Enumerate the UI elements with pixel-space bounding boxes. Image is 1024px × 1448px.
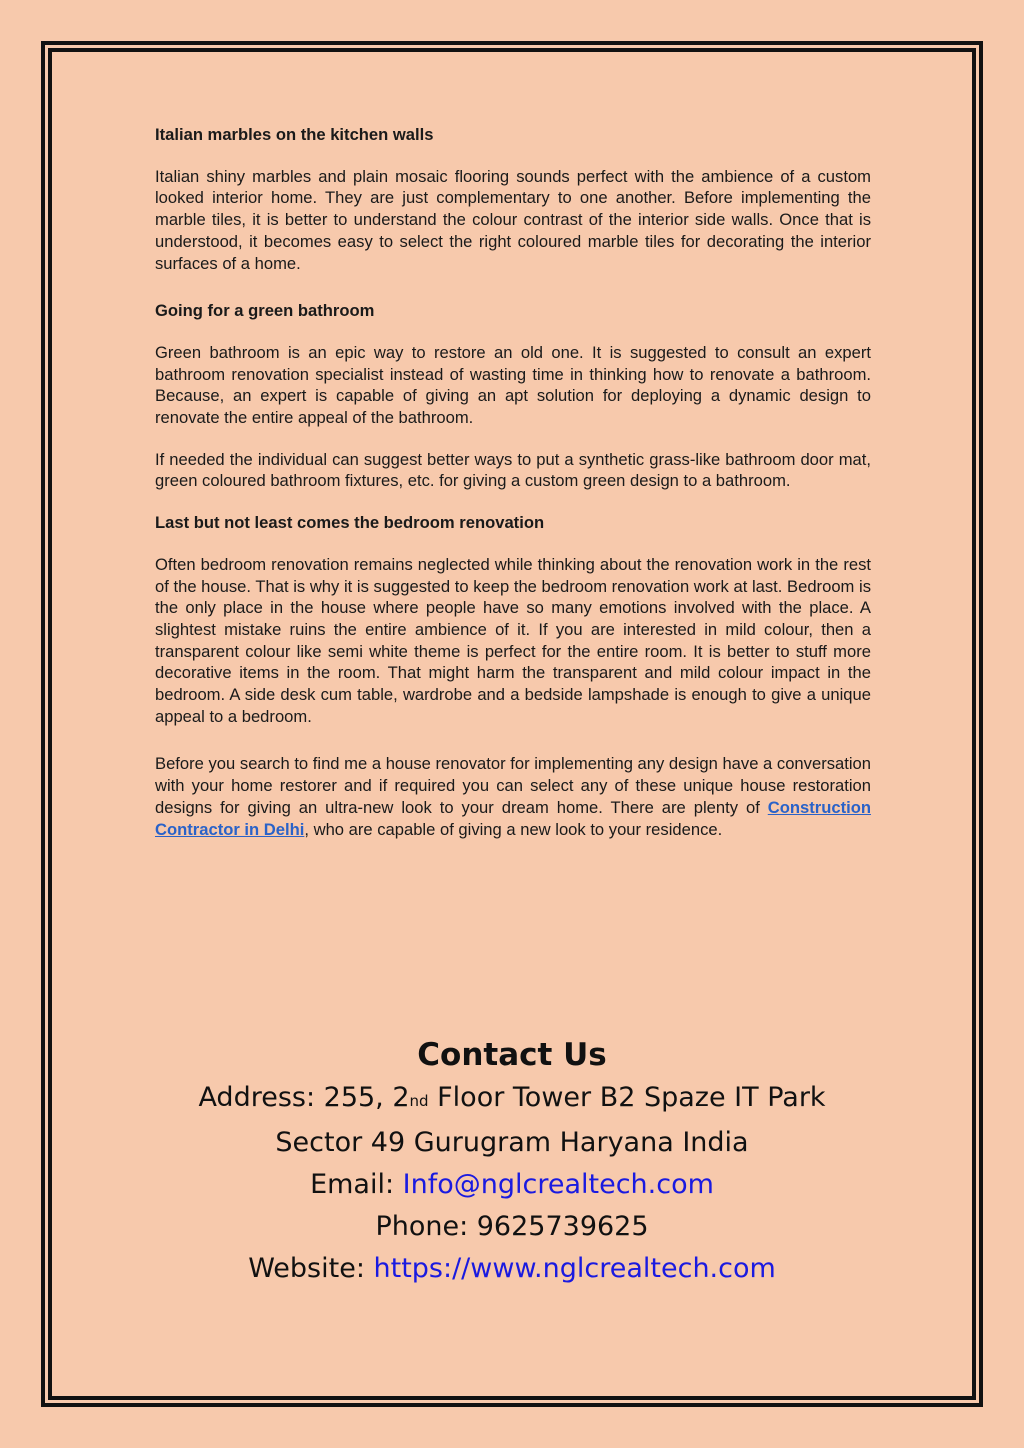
- contact-title: Contact Us: [417, 1037, 607, 1073]
- closing-paragraph: [155, 753, 871, 840]
- closing-text-before-link: Before you search to find me a house renovator for implementing any design have a conversation with your home restorer and if required you can select any of these unique house restoration designs for giving an ultra-new look to your dream home. There are plenty of: [155, 754, 871, 817]
- section-heading-bedroom: Last but not least comes the bedroom renovation: [155, 513, 545, 533]
- construction-contractor-link[interactable]: Construction Contractor in Delhi: [155, 797, 871, 839]
- address-suffix: Floor Tower B2 Spaze IT Park: [428, 1082, 826, 1113]
- contact-phone-line: Phone: 9625739625: [375, 1211, 649, 1242]
- section-paragraph-kitchen: Italian shiny marbles and plain mosaic flooring sounds perfect with the ambience of a custom looked interior home. They are just complementary to one another. Before implementing the marble tiles, it is better to understand the colour contrast of the interior side walls. Once that is understood, it becomes easy to select the right coloured marble tiles for decorating the interior surfaces of a home.: [155, 166, 871, 273]
- section-paragraph-bathroom-2: If needed the individual can suggest better ways to put a synthetic grass-like bathroom door mat, green coloured bathroom fixtures, etc. for giving a custom green design to a bathroom.: [155, 449, 871, 491]
- website-label: Website:: [248, 1253, 374, 1284]
- contact-website-line: [0, 1248, 1024, 1290]
- contact-address-line-1: [0, 1077, 1024, 1122]
- closing-text-after-link: , who are capable of giving a new look to your residence.: [304, 819, 723, 839]
- email-link[interactable]: Info@nglcrealtech.com: [402, 1169, 714, 1200]
- email-label: Email:: [310, 1169, 403, 1200]
- contact-block: [0, 1033, 1024, 1290]
- contact-email-line: [0, 1164, 1024, 1206]
- section-paragraph-bedroom: Often bedroom renovation remains neglected while thinking about the renovation work in the rest of the house. That is why it is suggested to keep the bedroom renovation work at last. Bedroom is the only place in the house where people have so many emotions involved with the place. A slightest mistake ruins the entire ambience of it. If you are interested in mild colour, then a transparent colour like semi white theme is perfect for the entire room. It is better to stuff more decorative items in the room. That might harm the transparent and mild colour impact in the bedroom. A side desk cum table, wardrobe and a bedside lampshade is enough to give a unique appeal to a bedroom.: [155, 554, 871, 726]
- article-body: [155, 124, 871, 860]
- section-heading-bathroom: Going for a green bathroom: [155, 301, 375, 321]
- contact-address-line-2: Sector 49 Gurugram Haryana India: [275, 1127, 749, 1158]
- website-link[interactable]: https://www.nglcrealtech.com: [373, 1253, 776, 1284]
- section-heading-kitchen: Italian marbles on the kitchen walls: [155, 125, 434, 144]
- address-ordinal: nd: [409, 1092, 429, 1110]
- section-paragraph-bathroom-1: Green bathroom is an epic way to restore an old one. It is suggested to consult an expert bathroom renovation specialist instead of wasting time in thinking how to renovate a bathroom. Because, an expert is capable of giving an apt solution for deploying a dynamic design to renovate the entire appeal of the bathroom.: [155, 342, 871, 428]
- address-prefix: Address: 255, 2: [198, 1082, 410, 1113]
